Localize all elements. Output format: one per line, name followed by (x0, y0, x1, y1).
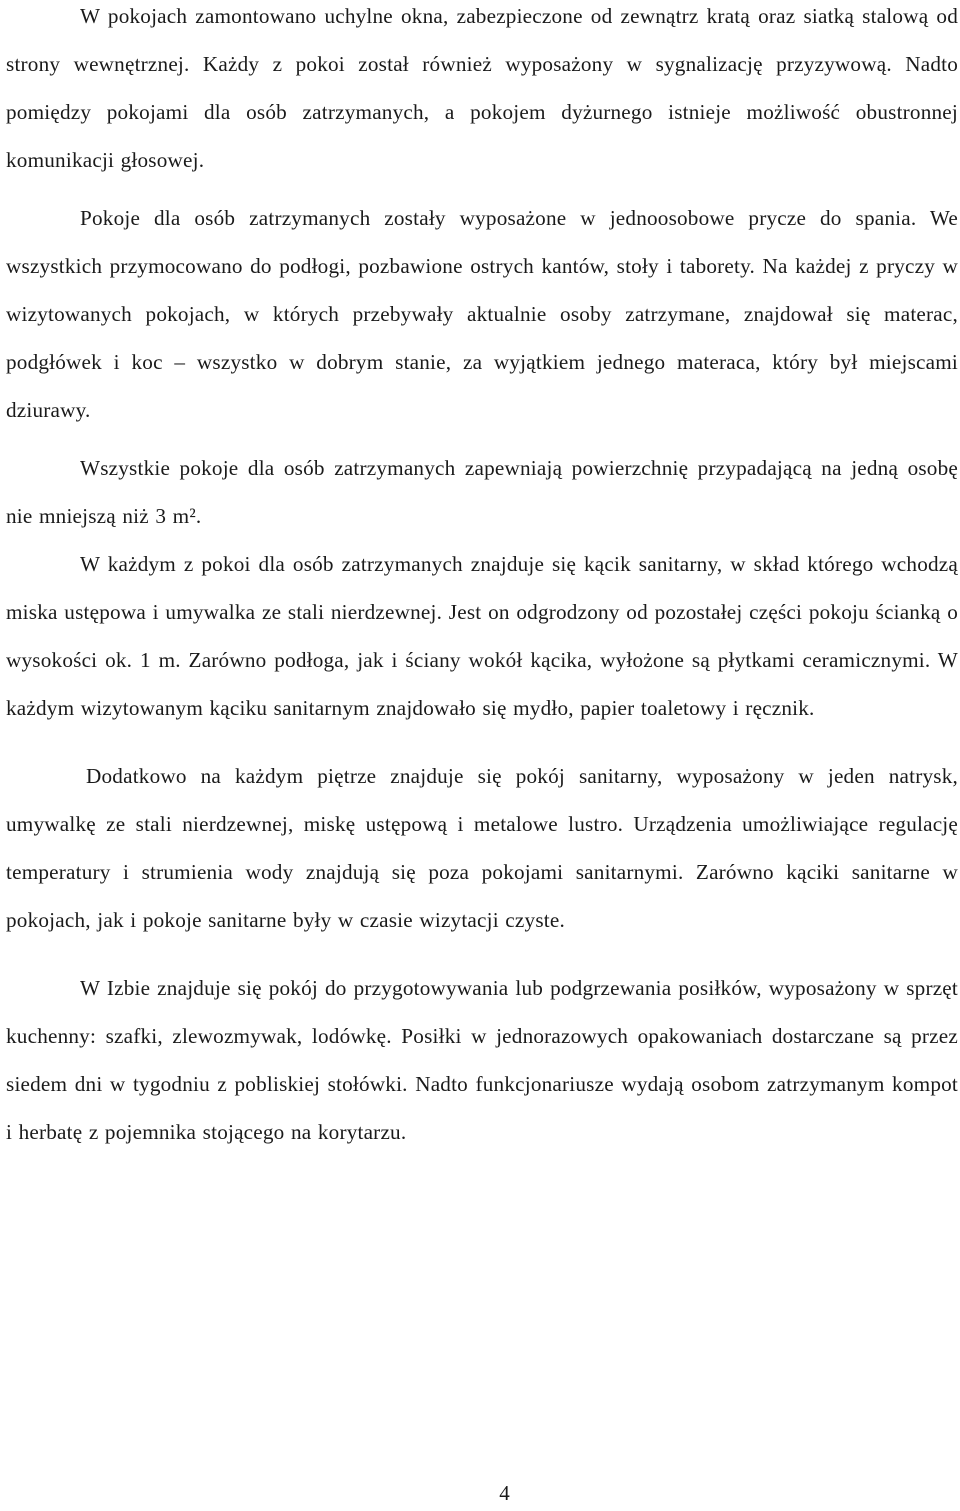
paragraph-sanitary-corner: W każdym z pokoi dla osób zatrzymanych znajduje się kącik sanitarny, w skład którego wchodzą miska ustępowa i umywalka ze stali nierdzewnej. Jest on odgrodzony od pozostałej części pokoju ścianką o wysokości ok. 1 m. Zarówno podłoga, jak i ściany wokół kącika, wyłożone są płytkami ceramicznymi. W każdym wizytowanym kąciku sanitarnym znajdowało się mydło, papier toaletowy i ręcznik. (6, 552, 958, 720)
paragraph-meals: W Izbie znajduje się pokój do przygotowywania lub podgrzewania posiłków, wyposażony w sprzęt kuchenny: szafki, zlewozmywak, lodówkę. Posiłki w jednorazowych opakowaniach dostarczane są przez siedem dni w tygodniu z pobliskiej stołówki. Nadto funkcjonariusze wydają osobom zatrzymanym kompot i herbatę z pojemnika stojącego na korytarzu. (6, 976, 958, 1144)
paragraph-room-area: Wszystkie pokoje dla osób zatrzymanych zapewniają powierzchnię przypadającą na jedną osobę nie mniejszą niż 3 m². (6, 456, 958, 528)
document-page (6, 0, 958, 1156)
page-number: 4 (499, 1481, 510, 1505)
paragraph-windows: W pokojach zamontowano uchylne okna, zabezpieczone od zewnątrz kratą oraz siatką stalową od strony wewnętrznej. Każdy z pokoi został również wyposażony w sygnalizację przyzywową. Nadto pomiędzy pokojami dla osób zatrzymanych, a pokojem dyżurnego istnieje możliwość obustronnej komunikacji głosowej. (6, 4, 958, 172)
paragraph-beds: Pokoje dla osób zatrzymanych zostały wyposażone w jednoosobowe prycze do spania. We wszystkich przymocowano do podłogi, pozbawione ostrych kantów, stoły i taborety. Na każdej z pryczy w wizytowanych pokojach, w których przebywały aktualnie osoby zatrzymane, znajdował się materac, podgłówek i koc – wszystko w dobrym stanie, za wyjątkiem jednego materaca, który był miejscami dziurawy. (6, 206, 958, 422)
paragraph-sanitary-room: Dodatkowo na każdym piętrze znajduje się pokój sanitarny, wyposażony w jeden natrysk, umywalkę ze stali nierdzewnej, miskę ustępową i metalowe lustro. Urządzenia umożliwiające regulację temperatury i strumienia wody znajdują się poza pokojami sanitarnymi. Zarówno kąciki sanitarne w pokojach, jak i pokoje sanitarne były w czasie wizytacji czyste. (6, 764, 958, 932)
